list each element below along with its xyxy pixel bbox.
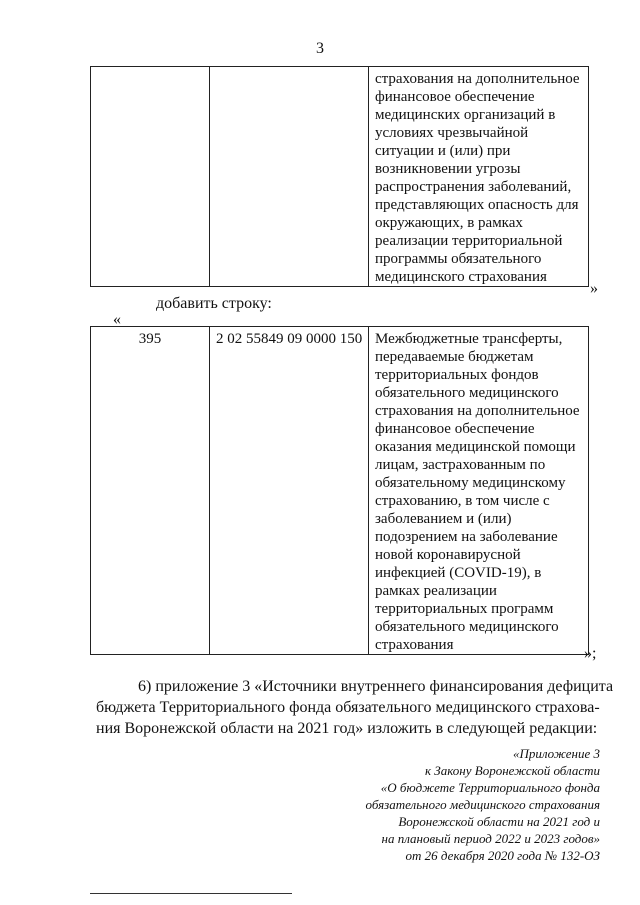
description-line: ситуации и (или) при	[375, 143, 511, 159]
description-line: финансовое обеспечение	[375, 89, 535, 105]
description-line: страхованию, в том числе с	[375, 493, 550, 509]
description-line: инфекцией (COVID-19), в	[375, 565, 542, 581]
page-number: 3	[316, 40, 324, 57]
amendment-paragraph	[96, 676, 614, 739]
add-row-instruction: добавить строку:	[156, 295, 272, 312]
description-line: новой коронавирусной	[375, 547, 521, 563]
description-line: обязательному медицинскому	[375, 475, 566, 491]
appendix-line: обязательного медицинского страхования	[365, 797, 600, 812]
table-cell-code	[210, 67, 369, 287]
description-line: медицинских организаций в	[375, 107, 556, 123]
opening-quote: «	[113, 311, 121, 328]
appendix-line: от 26 декабря 2020 года № 132-ОЗ	[405, 848, 600, 863]
table-cell-number	[91, 67, 210, 287]
paragraph-line: ния Воронежской области на 2021 год» изложить в следующей редакции:	[96, 720, 598, 737]
paragraph-line: 6) приложение 3 «Источники внутреннего финансирования дефицита	[138, 678, 614, 695]
description-line: условиях чрезвычайной	[375, 125, 529, 141]
description-line: лицам, застрахованным по	[375, 457, 546, 473]
description-line: окружающих, в рамках	[375, 215, 523, 231]
description-line: рамках реализации	[375, 583, 497, 599]
description-line: обязательного медицинского	[375, 385, 559, 401]
description-line: возникновении угрозы	[375, 161, 521, 177]
appendix-header	[366, 745, 600, 864]
appendix-line: «Приложение 3	[512, 746, 600, 761]
description-line: страхования на дополнительное	[375, 71, 580, 87]
table-cell-description	[369, 67, 589, 287]
description-line: заболеванием и (или)	[375, 511, 512, 527]
description-line: Межбюджетные трансферты,	[375, 331, 563, 347]
description-line: обязательного медицинского	[375, 619, 559, 635]
description-line: передаваемые бюджетам	[375, 349, 534, 365]
table-cell-code: 2 02 55849 09 0000 150	[210, 327, 369, 655]
description-line: представляющих опасность для	[375, 197, 579, 213]
description-line: реализации территориальной	[375, 233, 563, 249]
appendix-line: на плановый период 2022 и 2023 годов»	[381, 831, 600, 846]
description-line: программы обязательного	[375, 251, 542, 267]
table-row	[91, 327, 589, 655]
description-line: территориальных фондов	[375, 367, 539, 383]
description-line: подозрением на заболевание	[375, 529, 558, 545]
table-row	[91, 67, 589, 287]
closing-quote-semicolon: »;	[584, 645, 597, 662]
closing-quote: »	[590, 280, 598, 297]
table-cell-description	[369, 327, 589, 655]
description-line: территориальных программ	[375, 601, 554, 617]
appendix-line: к Закону Воронежской области	[424, 763, 600, 778]
description-line: страхования	[375, 637, 454, 653]
paragraph-line: бюджета Территориального фонда обязательного медицинского страхова-	[96, 699, 600, 716]
description-line: оказания медицинской помощи	[375, 439, 576, 455]
description-line: медицинского страхования	[375, 269, 547, 285]
table-cell-number: 395	[91, 327, 210, 655]
appendix-line: «О бюджете Территориального фонда	[380, 780, 600, 795]
footer-divider	[90, 893, 292, 894]
description-line: страхования на дополнительное	[375, 403, 580, 419]
description-line: распространения заболеваний,	[375, 179, 572, 195]
table-new-row	[90, 326, 589, 655]
table-continuation	[90, 66, 589, 287]
appendix-line: Воронежской области на 2021 год и	[398, 814, 600, 829]
description-line: финансовое обеспечение	[375, 421, 535, 437]
